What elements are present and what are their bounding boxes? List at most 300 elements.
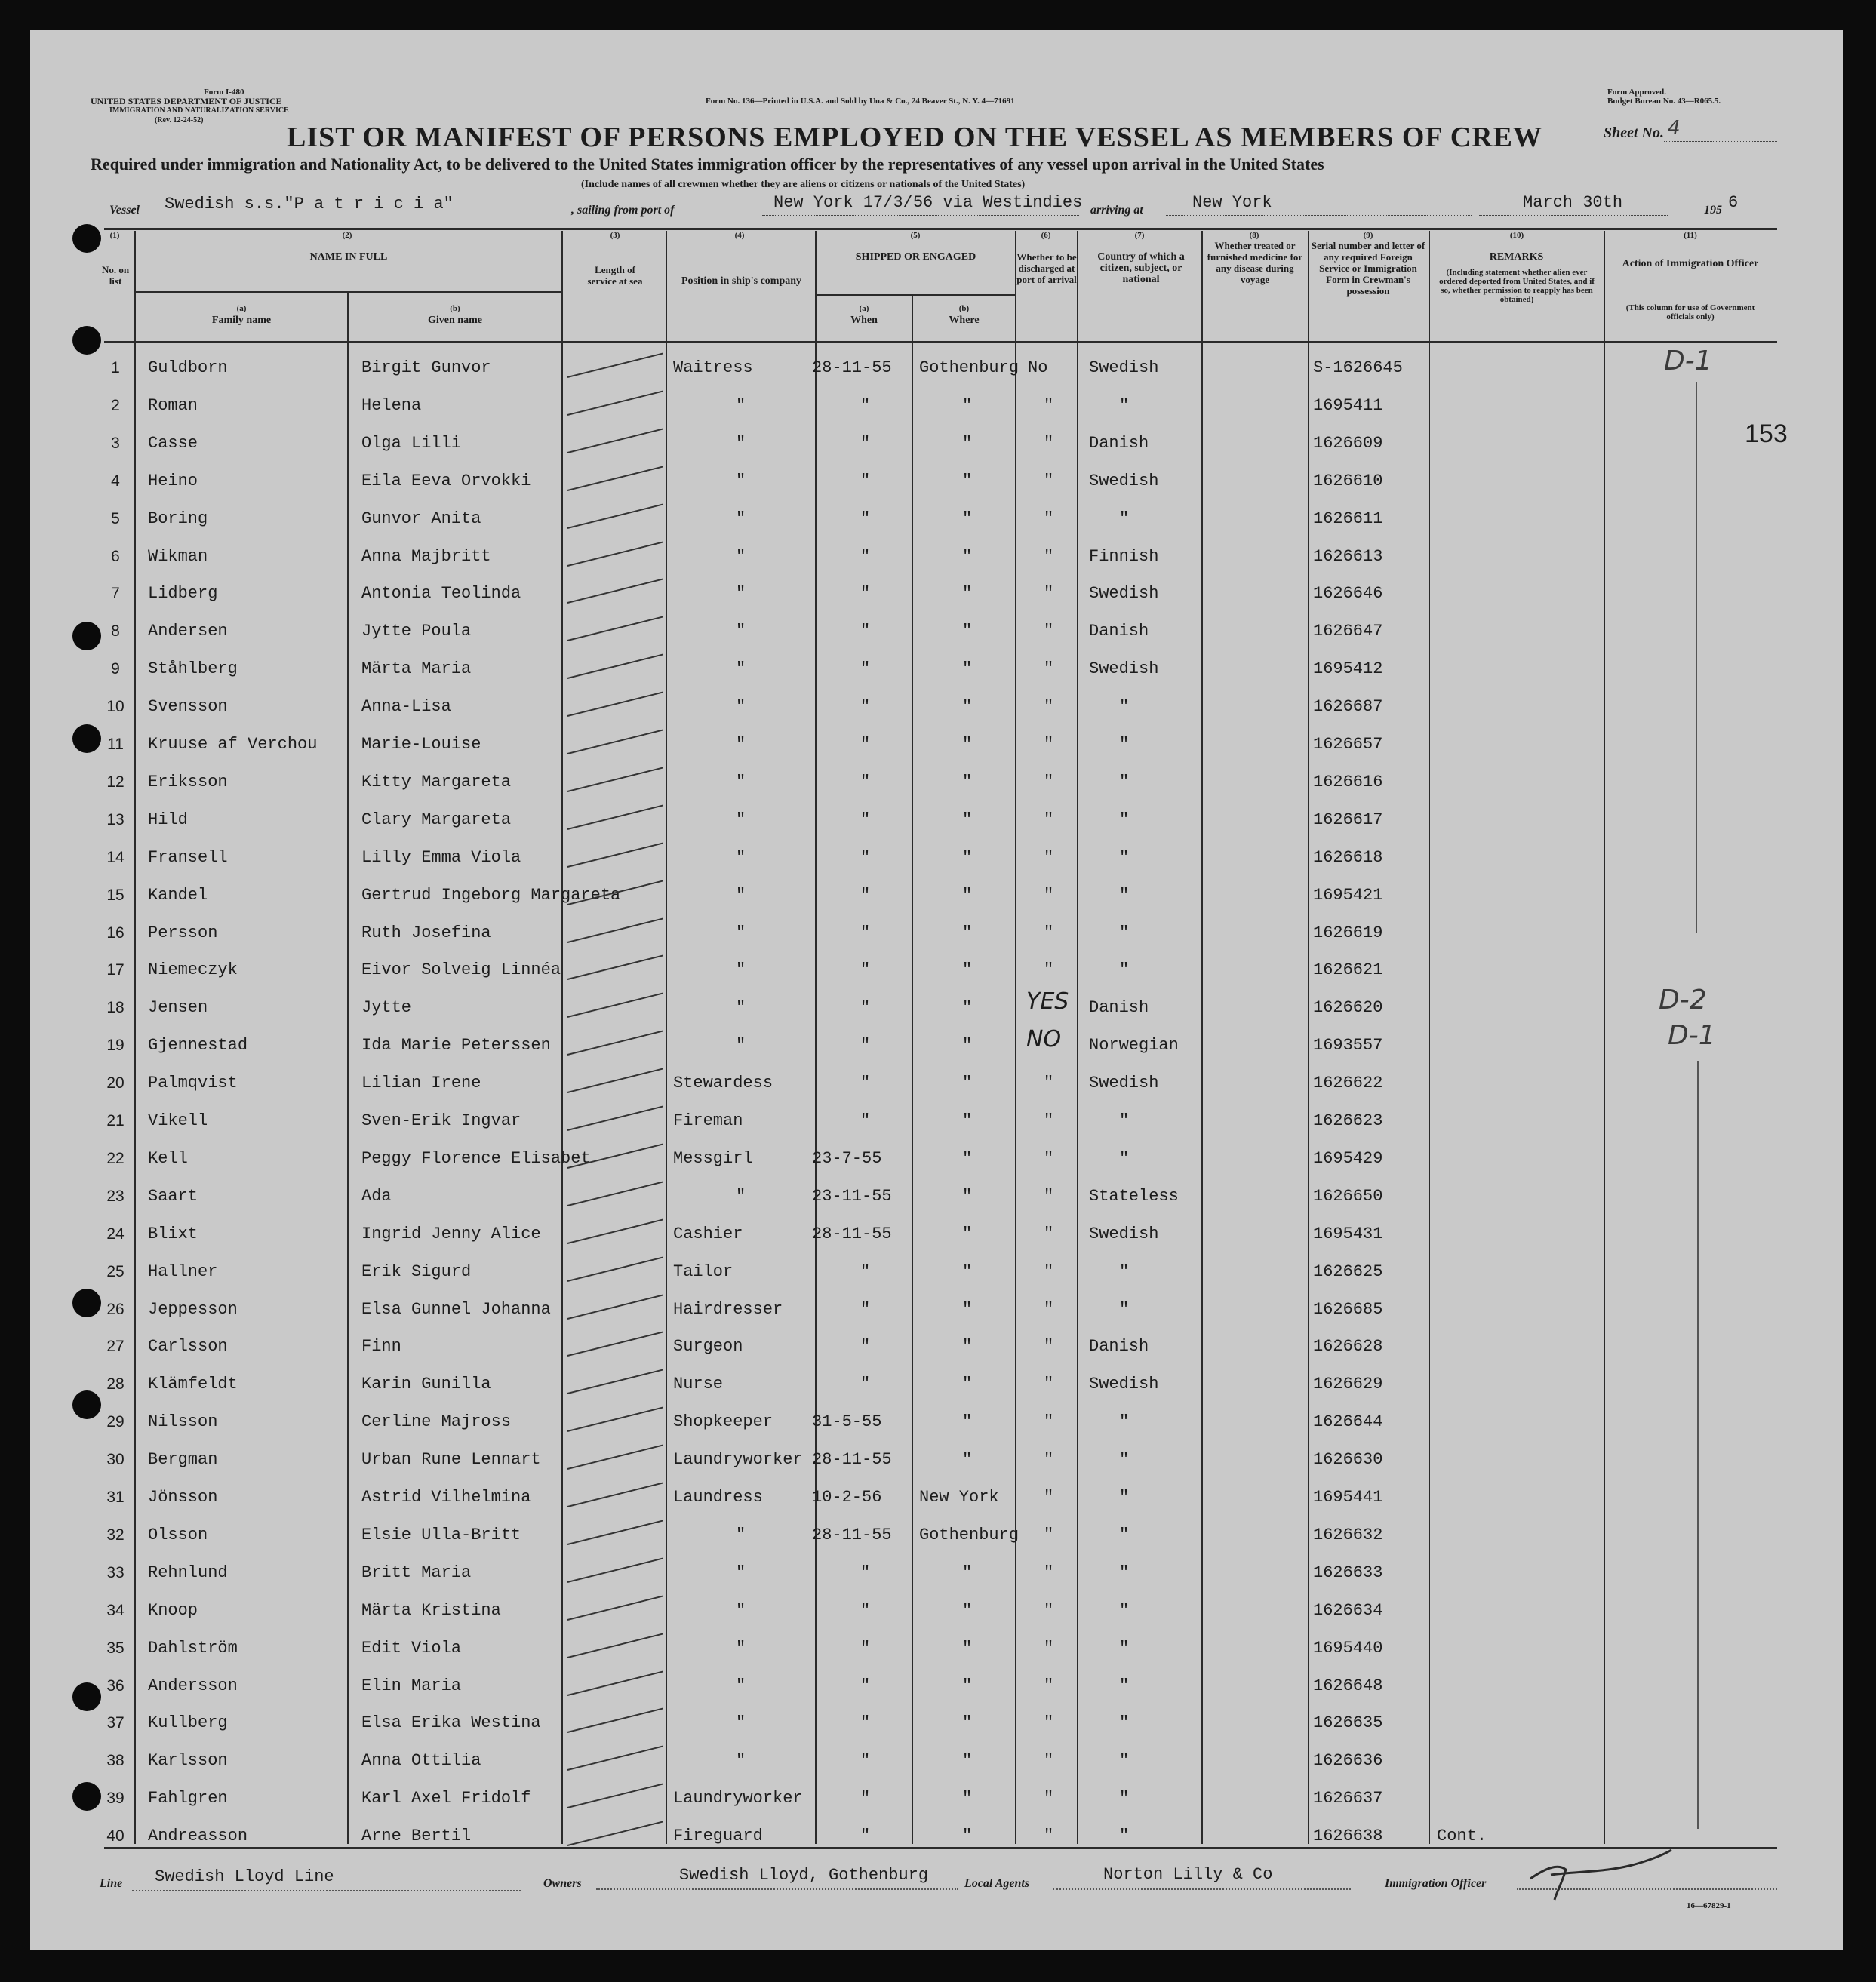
column-divider — [1077, 231, 1078, 1844]
serial-cell: 1693557 — [1313, 1036, 1383, 1056]
officer-label: Immigration Officer — [1385, 1877, 1487, 1890]
header-action: Action of Immigration Officer — [1622, 258, 1759, 269]
when-cell: 28-11-55 — [812, 358, 892, 377]
action-d2: D-2 — [1659, 985, 1707, 1016]
country-cell: Swedish — [1089, 1224, 1159, 1243]
discharged-cell: " — [1044, 1525, 1054, 1544]
where-cell: " — [962, 1600, 973, 1620]
when-cell: " — [860, 1111, 871, 1130]
row-number: 14 — [106, 848, 125, 866]
row-number: 32 — [106, 1526, 125, 1544]
serial-cell: 1626616 — [1313, 772, 1383, 791]
where-cell: " — [962, 546, 973, 566]
country-cell: Swedish — [1089, 1074, 1159, 1093]
header-shipped: SHIPPED OR ENGAGED — [855, 251, 976, 263]
discharged-cell: " — [1044, 1751, 1054, 1771]
position-cell: " — [736, 847, 746, 867]
row-number: 7 — [111, 585, 120, 603]
position-cell: Hairdresser — [673, 1299, 783, 1319]
family-name-cell: Fransell — [148, 847, 228, 867]
where-cell: " — [962, 960, 973, 980]
serial-cell: 1626618 — [1313, 847, 1383, 867]
row-number: 30 — [106, 1451, 125, 1469]
position-cell: " — [736, 546, 746, 566]
form-number-left: Form I-480 — [204, 88, 244, 97]
when-cell: 28-11-55 — [812, 1450, 892, 1470]
country-cell: " — [1119, 1789, 1130, 1808]
discharged-cell: " — [1044, 1375, 1054, 1394]
given-name-cell: Britt Maria — [361, 1563, 472, 1582]
col-num-8: (8) — [1249, 231, 1259, 240]
discharged-cell: " — [1044, 1563, 1054, 1582]
where-cell: " — [962, 1412, 973, 1432]
discharged-cell: " — [1044, 772, 1054, 791]
family-name-cell: Andersson — [148, 1676, 238, 1695]
when-cell: " — [860, 998, 871, 1018]
row-number: 24 — [106, 1225, 125, 1243]
family-name-cell: Boring — [148, 509, 208, 528]
col-num-6: (6) — [1041, 231, 1051, 240]
shipped-subheader-rule — [815, 294, 1015, 296]
family-a: (a) — [236, 304, 247, 313]
row-number: 23 — [106, 1187, 125, 1205]
given-name-cell: Olga Lilli — [361, 433, 462, 453]
position-cell: " — [736, 998, 746, 1018]
column-divider — [1429, 231, 1430, 1844]
position-cell: " — [736, 1600, 746, 1620]
year-prefix: 195 — [1704, 204, 1722, 217]
family-name-cell: Wikman — [148, 546, 208, 566]
serial-cell: 1626657 — [1313, 735, 1383, 754]
serial-cell: 1695429 — [1313, 1148, 1383, 1168]
column-divider — [815, 231, 817, 1844]
row-number: 28 — [106, 1375, 125, 1394]
when-cell: " — [860, 509, 871, 528]
column-divider — [1201, 231, 1203, 1844]
country-cell: Swedish — [1089, 358, 1159, 377]
given-name-cell: Birgit Gunvor — [361, 358, 491, 377]
where-cell: " — [962, 1713, 973, 1733]
position-cell: Laundress — [673, 1488, 763, 1507]
country-cell: " — [1119, 1111, 1130, 1130]
when-cell: " — [860, 584, 871, 604]
given-name-cell: Gertrud Ingeborg Margareta — [361, 885, 621, 905]
when-cell: " — [860, 1713, 871, 1733]
family-name-cell: Dahlström — [148, 1638, 238, 1658]
given-name-cell: Cerline Majross — [361, 1412, 512, 1432]
discharged-cell: " — [1044, 1412, 1054, 1432]
position-cell: Laundryworker — [673, 1450, 803, 1470]
vessel-label: Vessel — [109, 204, 140, 217]
row-number: 15 — [106, 886, 125, 904]
discharged-cell: " — [1044, 433, 1054, 453]
header-country: Country of which a citizen, subject, or national — [1097, 251, 1185, 285]
name-subheader-rule — [134, 291, 561, 293]
where-cell: " — [962, 622, 973, 641]
discharged-cell: " — [1044, 1600, 1054, 1620]
serial-cell: 1626687 — [1313, 697, 1383, 717]
family-name-cell: Knoop — [148, 1600, 198, 1620]
family-name-cell: Andreasson — [148, 1827, 248, 1846]
when-cell: " — [860, 659, 871, 679]
discharged-cell: NO — [1026, 1026, 1062, 1053]
given-name-cell: Anna Majbritt — [361, 546, 491, 566]
given-b: (b) — [450, 304, 460, 313]
when-cell: " — [860, 1676, 871, 1695]
serial-cell: 1626634 — [1313, 1600, 1383, 1620]
when-cell: " — [860, 735, 871, 754]
position-cell: " — [736, 395, 746, 415]
serial-cell: 1626637 — [1313, 1789, 1383, 1808]
serial-cell: 1626610 — [1313, 471, 1383, 490]
family-name-cell: Rehnlund — [148, 1563, 228, 1582]
serial-cell: 1626625 — [1313, 1261, 1383, 1281]
country-cell: Swedish — [1089, 471, 1159, 490]
where-cell: " — [962, 1036, 973, 1056]
position-cell: " — [736, 1563, 746, 1582]
given-name-cell: Anna Ottilia — [361, 1751, 481, 1771]
country-cell: " — [1119, 1148, 1130, 1168]
sailing-from: New York 17/3/56 via Westindies — [773, 193, 1083, 212]
sheet-number: 4 — [1668, 117, 1681, 140]
serial-cell: 1626650 — [1313, 1186, 1383, 1206]
page-number: 153 — [1745, 419, 1788, 448]
country-cell: Swedish — [1089, 584, 1159, 604]
header-when: When — [850, 315, 878, 326]
action-d1-mid: D-1 — [1668, 1020, 1716, 1051]
discharged-cell: " — [1044, 1676, 1054, 1695]
country-cell: " — [1119, 1261, 1130, 1281]
serial-cell: 1626647 — [1313, 622, 1383, 641]
row-number: 40 — [106, 1827, 125, 1845]
given-name-cell: Eila Eeva Orvokki — [361, 471, 531, 490]
position-cell: Fireman — [673, 1111, 743, 1130]
serial-cell: 1626621 — [1313, 960, 1383, 980]
row-number: 2 — [111, 396, 120, 414]
header-position: Position in ship's company — [681, 275, 802, 287]
family-name-cell: Saart — [148, 1186, 198, 1206]
given-name-cell: Ada — [361, 1186, 392, 1206]
row-number: 17 — [106, 961, 125, 979]
where-cell: " — [962, 923, 973, 942]
serial-cell: 1626646 — [1313, 584, 1383, 604]
given-name-cell: Lilian Irene — [361, 1074, 481, 1093]
serial-cell: 1626632 — [1313, 1525, 1383, 1544]
row-number: 39 — [106, 1790, 125, 1808]
discharged-cell: " — [1044, 885, 1054, 905]
family-name-cell: Svensson — [148, 697, 228, 717]
position-cell: " — [736, 1713, 746, 1733]
given-name-cell: Ingrid Jenny Alice — [361, 1224, 541, 1243]
country-cell: " — [1119, 1450, 1130, 1470]
where-cell: " — [962, 1563, 973, 1582]
position-cell: " — [736, 810, 746, 829]
position-cell: " — [736, 1676, 746, 1695]
country-cell: Danish — [1089, 622, 1149, 641]
country-cell: Finnish — [1089, 546, 1159, 566]
serial-cell: 1626644 — [1313, 1412, 1383, 1432]
family-name-cell: Jensen — [148, 998, 208, 1018]
position-cell: " — [736, 772, 746, 791]
discharged-cell: " — [1044, 1186, 1054, 1206]
given-name-cell: Karl Axel Fridolf — [361, 1789, 531, 1808]
family-name-cell: Kell — [148, 1148, 188, 1168]
col-num-7: (7) — [1134, 231, 1145, 240]
discharged-cell: " — [1044, 1074, 1054, 1093]
where-cell: " — [962, 1676, 973, 1695]
header-given-name: Given name — [428, 315, 482, 326]
given-name-cell: Jytte — [361, 998, 412, 1018]
serial-cell: 1626613 — [1313, 546, 1383, 566]
discharged-cell: " — [1044, 471, 1054, 490]
where-cell: " — [962, 433, 973, 453]
row-number: 27 — [106, 1338, 125, 1356]
country-cell: " — [1119, 1412, 1130, 1432]
given-name-cell: Peggy Florence Elisabet — [361, 1148, 591, 1168]
country-cell: " — [1119, 885, 1130, 905]
row-number: 3 — [111, 434, 120, 452]
serial-cell: 1626636 — [1313, 1751, 1383, 1771]
position-cell: Laundryworker — [673, 1789, 803, 1808]
discharged-cell: YES — [1026, 988, 1069, 1016]
given-name-cell: Elin Maria — [361, 1676, 462, 1695]
country-cell: Swedish — [1089, 1375, 1159, 1394]
country-cell: Danish — [1089, 1337, 1149, 1357]
serial-cell: 1695412 — [1313, 659, 1383, 679]
given-name-cell: Ida Marie Peterssen — [361, 1036, 551, 1056]
where-cell: " — [962, 659, 973, 679]
row-number: 1 — [111, 359, 120, 376]
sheet-label: Sheet No. — [1604, 124, 1664, 141]
row-number: 37 — [106, 1714, 125, 1732]
family-name-cell: Fahlgren — [148, 1789, 228, 1808]
given-name-cell: Sven-Erik Ingvar — [361, 1111, 521, 1130]
country-cell: Norwegian — [1089, 1036, 1179, 1056]
position-cell: " — [736, 433, 746, 453]
country-cell: " — [1119, 1713, 1130, 1733]
date-line — [1479, 215, 1668, 216]
col-num-3: (3) — [610, 231, 620, 240]
row-number: 13 — [106, 810, 125, 828]
column-divider — [1604, 231, 1605, 1844]
header-remarks: REMARKS — [1489, 251, 1544, 263]
position-cell: " — [736, 1525, 746, 1544]
position-cell: " — [736, 697, 746, 717]
col-num-4: (4) — [734, 231, 745, 240]
family-name-cell: Lidberg — [148, 584, 218, 604]
given-name-cell: Kitty Margareta — [361, 772, 512, 791]
row-number: 8 — [111, 622, 120, 641]
discharged-cell: " — [1044, 810, 1054, 829]
officer-signature — [1524, 1841, 1675, 1901]
given-name-cell: Lilly Emma Viola — [361, 847, 521, 867]
given-name-cell: Helena — [361, 395, 422, 415]
agents-label: Local Agents — [964, 1877, 1030, 1890]
serial-cell: 1626609 — [1313, 433, 1383, 453]
position-cell: Shopkeeper — [673, 1412, 773, 1432]
where-cell: " — [962, 772, 973, 791]
where-cell: " — [962, 584, 973, 604]
serial-cell: 1626648 — [1313, 1676, 1383, 1695]
country-cell: " — [1119, 772, 1130, 791]
header-discharged: Whether to be discharged at port of arrival — [1016, 251, 1077, 285]
table-header-bottom-rule — [104, 341, 1777, 343]
when-cell: " — [860, 1375, 871, 1394]
sailing-label: , sailing from port of — [571, 204, 675, 217]
vessel-name: Swedish s.s."P a t r i c i a" — [165, 195, 454, 214]
when-cell: " — [860, 1563, 871, 1582]
when-cell: " — [860, 1638, 871, 1658]
row-number: 12 — [106, 773, 125, 791]
position-cell: Nurse — [673, 1375, 724, 1394]
row-number: 33 — [106, 1563, 125, 1581]
position-cell: Cashier — [673, 1224, 743, 1243]
position-cell: " — [736, 584, 746, 604]
given-name-cell: Antonia Teolinda — [361, 584, 521, 604]
country-cell: " — [1119, 1827, 1130, 1846]
serial-cell: 1695441 — [1313, 1488, 1383, 1507]
serial-cell: 1626617 — [1313, 810, 1383, 829]
row-number: 21 — [106, 1112, 125, 1129]
serial-cell: 1695431 — [1313, 1224, 1383, 1243]
when-cell: 28-11-55 — [812, 1525, 892, 1544]
owners-underline — [596, 1888, 958, 1890]
family-name-cell: Klämfeldt — [148, 1375, 238, 1394]
when-cell: 10-2-56 — [812, 1488, 882, 1507]
row-number: 26 — [106, 1300, 125, 1318]
family-name-cell: Eriksson — [148, 772, 228, 791]
serial-cell: 1626620 — [1313, 998, 1383, 1018]
where-cell: Gothenburg — [919, 358, 1019, 377]
row-number: 31 — [106, 1489, 125, 1506]
position-cell: Fireguard — [673, 1827, 763, 1846]
column-divider — [561, 231, 563, 1844]
family-name-cell: Hallner — [148, 1261, 218, 1281]
row-number: 5 — [111, 509, 120, 527]
serial-cell: 1695411 — [1313, 395, 1383, 415]
serial-cell: 1626629 — [1313, 1375, 1383, 1394]
action-note: (This column for use of Government officials only) — [1625, 303, 1755, 321]
year-suffix: 6 — [1728, 193, 1739, 212]
given-name-cell: Jytte Poula — [361, 622, 472, 641]
column-divider — [912, 296, 913, 1844]
discharged-cell: " — [1044, 923, 1054, 942]
family-name-cell: Jönsson — [148, 1488, 218, 1507]
row-number: 4 — [111, 472, 120, 490]
where-cell: " — [962, 1789, 973, 1808]
position-cell: Stewardess — [673, 1074, 773, 1093]
when-cell: " — [860, 923, 871, 942]
when-cell: " — [860, 1337, 871, 1357]
discharged-cell: " — [1044, 546, 1054, 566]
remarks-note: (Including statement whether alien ever ordered deported from United States, and if so, whether permission to reapply has been obtained) — [1439, 268, 1595, 304]
where-b: (b) — [958, 304, 970, 313]
col-num-5: (5) — [910, 231, 921, 240]
discharged-cell: " — [1044, 1789, 1054, 1808]
when-cell: " — [860, 1827, 871, 1846]
local-agents: Norton Lilly & Co — [1103, 1865, 1273, 1884]
ditto-arrow-line — [1697, 1061, 1699, 1829]
given-name-cell: Astrid Vilhelmina — [361, 1488, 531, 1507]
family-name-cell: Niemeczyk — [148, 960, 238, 980]
position-cell: " — [736, 509, 746, 528]
country-cell: " — [1119, 810, 1130, 829]
when-cell: " — [860, 1600, 871, 1620]
country-cell: " — [1119, 1563, 1130, 1582]
family-name-cell: Hild — [148, 810, 188, 829]
when-cell: " — [860, 960, 871, 980]
family-name-cell: Ståhlberg — [148, 659, 238, 679]
form-code: 16—67829-1 — [1687, 1901, 1731, 1910]
family-name-cell: Vikell — [148, 1111, 208, 1130]
given-name-cell: Urban Rune Lennart — [361, 1450, 541, 1470]
family-name-cell: Kullberg — [148, 1713, 228, 1733]
discharged-cell: " — [1044, 1337, 1054, 1357]
line-label: Line — [100, 1877, 123, 1890]
col-num-10: (10) — [1509, 231, 1524, 240]
when-cell: " — [860, 1261, 871, 1281]
arrival-date: March 30th — [1523, 193, 1623, 212]
serial-cell: 1695440 — [1313, 1638, 1383, 1658]
header-medicine: Whether treated or furnished medicine for any disease during voyage — [1207, 240, 1303, 285]
owners: Swedish Lloyd, Gothenburg — [679, 1866, 929, 1885]
row-number: 18 — [106, 999, 125, 1017]
position-cell: " — [736, 1186, 746, 1206]
serial-cell: 1626619 — [1313, 923, 1383, 942]
when-cell: 28-11-55 — [812, 1224, 892, 1243]
sheet-number-line — [1664, 141, 1777, 142]
row-number: 38 — [106, 1752, 125, 1770]
table-top-rule — [104, 228, 1777, 230]
country-cell: " — [1119, 1751, 1130, 1771]
position-cell: " — [736, 1751, 746, 1771]
row-number: 22 — [106, 1149, 125, 1167]
serial-cell: 1626611 — [1313, 509, 1383, 528]
row-number: 9 — [111, 660, 120, 678]
where-cell: " — [962, 1148, 973, 1168]
serial-cell: 1626635 — [1313, 1713, 1383, 1733]
given-name-cell: Arne Bertil — [361, 1827, 472, 1846]
col-num-2: (2) — [342, 231, 352, 240]
given-name-cell: Anna-Lisa — [361, 697, 451, 717]
family-name-cell: Blixt — [148, 1224, 198, 1243]
country-cell: " — [1119, 1638, 1130, 1658]
punch-hole — [72, 326, 101, 355]
when-cell: " — [860, 471, 871, 490]
where-cell: Gothenburg — [919, 1525, 1019, 1544]
serial-cell: 1626638 — [1313, 1827, 1383, 1846]
position-cell: " — [736, 1638, 746, 1658]
country-cell: Danish — [1089, 998, 1149, 1018]
country-cell: " — [1119, 1676, 1130, 1695]
discharged-cell: " — [1044, 584, 1054, 604]
header-length: Length of service at sea — [587, 264, 643, 287]
discharged-cell: " — [1044, 735, 1054, 754]
position-cell: Surgeon — [673, 1337, 743, 1357]
serial-cell: 1626622 — [1313, 1074, 1383, 1093]
serial-cell: 1695421 — [1313, 885, 1383, 905]
when-cell: " — [860, 1074, 871, 1093]
form-printer-line: Form No. 136—Printed in U.S.A. and Sold by Una & Co., 24 Beaver St., N. Y. 4—71691 — [706, 97, 1015, 106]
row-number: 25 — [106, 1262, 125, 1280]
serial-cell: 1626633 — [1313, 1563, 1383, 1582]
when-cell: " — [860, 546, 871, 566]
where-cell: " — [962, 998, 973, 1018]
position-cell: " — [736, 622, 746, 641]
country-cell: " — [1119, 735, 1130, 754]
row-number: 29 — [106, 1413, 125, 1431]
when-cell: 31-5-55 — [812, 1412, 882, 1432]
